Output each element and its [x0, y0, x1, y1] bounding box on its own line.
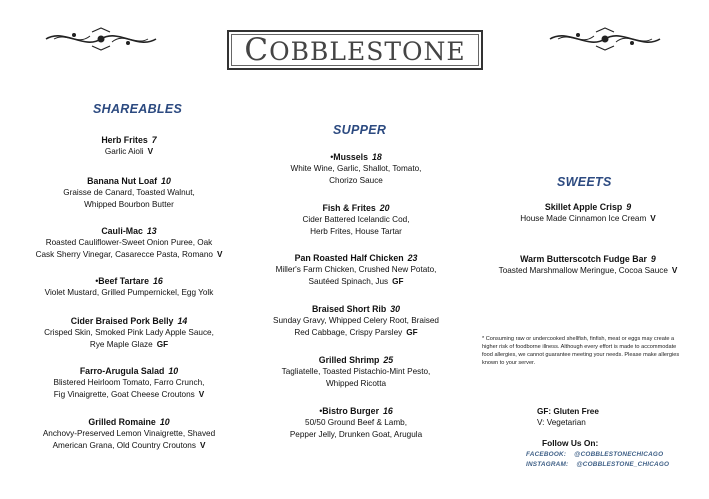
- menu-item-description-text: Whipped Ricotta: [325, 379, 387, 388]
- facebook-link[interactable]: [526, 451, 663, 458]
- menu-item-description: [240, 327, 472, 339]
- dietary-tag: V: [650, 214, 656, 223]
- menu-item: [0, 315, 258, 351]
- follow-us-heading: Follow Us On:: [542, 438, 599, 448]
- menu-item-description-text: Fig Vinaigrette, Goat Cheese Croutons: [53, 390, 195, 399]
- dietary-tag: V: [216, 250, 223, 259]
- menu-item-price: 9: [626, 202, 632, 212]
- menu-item-price: 30: [390, 304, 401, 314]
- menu-item: [0, 134, 258, 158]
- menu-item-name-line: [0, 365, 258, 377]
- menu-item-description-text: Red Cabbage, Crispy Parsley: [294, 328, 403, 337]
- menu-item-price: 20: [379, 203, 390, 213]
- menu-item-description: [470, 265, 706, 277]
- menu-item-description: [0, 339, 258, 351]
- menu-item: [240, 151, 472, 187]
- menu-item: [240, 252, 472, 288]
- menu-item-description: [240, 163, 472, 175]
- menu-item-price: 9: [650, 254, 656, 264]
- menu-item-name: Pan Roasted Half Chicken: [294, 253, 404, 263]
- menu-item: [470, 253, 706, 277]
- menu-item-name: Warm Butterscotch Fudge Bar: [520, 254, 647, 264]
- menu-item-description: [240, 276, 472, 288]
- menu-item-description: [240, 264, 472, 276]
- menu-item-description-text: Whipped Bourbon Butter: [84, 200, 174, 209]
- menu-item-description: [240, 315, 472, 327]
- menu-item: [240, 202, 472, 238]
- menu-item-description: [0, 327, 258, 339]
- legend-vegetarian: V: Vegetarian: [537, 418, 586, 427]
- menu-item: [470, 201, 706, 225]
- menu-item-description-text: Violet Mustard, Grilled Pumpernickel, Egg Yolk: [44, 288, 214, 297]
- menu-item-description: [470, 213, 706, 225]
- menu-item-name-line: [0, 416, 258, 428]
- menu-item-description-text: Graisse de Canard, Toasted Walnut,: [63, 188, 195, 197]
- menu-item: [0, 175, 258, 211]
- menu-item-description: [0, 389, 258, 401]
- menu-item-price: 23: [407, 253, 418, 263]
- menu-item-description: [240, 366, 472, 378]
- menu-item-description-text: Blistered Heirloom Tomato, Farro Crunch,: [53, 378, 205, 387]
- menu-item-description-text: Cider Battered Icelandic Cod,: [302, 215, 410, 224]
- menu-item-description-text: American Grana, Old Country Croutons: [52, 441, 196, 450]
- menu-item: [0, 225, 258, 261]
- menu-item-name-line: [470, 201, 706, 213]
- logo-text: [244, 32, 465, 68]
- menu-item-name-line: [240, 151, 472, 163]
- menu-item-description-text: House Made Cinnamon Ice Cream: [520, 214, 647, 223]
- menu-item-name-line: [240, 252, 472, 264]
- facebook-handle[interactable]: @COBBLESTONECHICAGO: [574, 451, 664, 458]
- menu-item-description-text: Garlic Aioli: [104, 147, 144, 156]
- menu-item-description-text: White Wine, Garlic, Shallot, Tomato,: [290, 164, 422, 173]
- menu-item-name: Banana Nut Loaf: [87, 176, 158, 186]
- menu-item-description-text: Roasted Cauliflower-Sweet Onion Puree, Oak: [45, 238, 213, 247]
- menu-item: [240, 354, 472, 390]
- menu-item-name-line: [470, 253, 706, 265]
- menu-item: [240, 405, 472, 441]
- logo-initial: C: [244, 32, 270, 68]
- left-flourish-ornament: [44, 26, 158, 52]
- menu-item-name: Farro-Arugula Salad: [79, 366, 165, 376]
- raw-item-marker: •: [95, 276, 99, 286]
- menu-item-description-text: Toasted Marshmallow Meringue, Cocoa Sauce: [498, 266, 668, 275]
- menu-item-description: [240, 226, 472, 238]
- menu-item: [0, 275, 258, 299]
- menu-item-description-text: Crisped Skin, Smoked Pink Lady Apple Sauce,: [44, 328, 214, 337]
- menu-item-description-text: Herb Frites, House Tartar: [310, 227, 402, 236]
- menu-item-description: [0, 237, 258, 249]
- menu-item-description: [0, 287, 258, 299]
- dietary-tag: GF: [156, 340, 169, 349]
- dietary-tag: GF: [406, 328, 418, 337]
- menu-item-price: 16: [152, 276, 163, 286]
- menu-item-description-text: Rye Maple Glaze: [89, 340, 153, 349]
- menu-item-description: [0, 187, 258, 199]
- menu-item-name-line: [240, 354, 472, 366]
- menu-item-description-text: Sunday Gravy, Whipped Celery Root, Braised: [273, 316, 439, 325]
- menu-item-description-text: Chorizo Sauce: [329, 176, 383, 185]
- legend-gluten-free: GF: Gluten Free: [537, 407, 599, 416]
- menu-item-name-line: [0, 225, 258, 237]
- instagram-link[interactable]: [526, 461, 669, 468]
- menu-item-description-text: Anchovy-Preserved Lemon Vinaigrette, Shaved: [42, 429, 216, 438]
- menu-item-description-text: 50/50 Ground Beef & Lamb,: [305, 418, 407, 427]
- menu-item-price: 10: [168, 366, 179, 376]
- logo-rest: OBBLESTONE: [269, 37, 466, 66]
- shareables-title: SHAREABLES: [93, 102, 183, 116]
- menu-item-name-line: [0, 134, 258, 146]
- menu-item-name: Grilled Romaine: [88, 417, 156, 427]
- menu-item-name-line: [0, 275, 258, 287]
- menu-item-name: Grilled Shrimp: [318, 355, 380, 365]
- raw-item-marker: •: [330, 152, 334, 162]
- menu-item-description: [0, 440, 258, 452]
- menu-item-description: [0, 377, 258, 389]
- menu-item: [0, 365, 258, 401]
- menu-item-description: [0, 249, 258, 261]
- menu-item-description: [240, 417, 472, 429]
- sweets-title: SWEETS: [557, 175, 612, 189]
- menu-item-price: 10: [159, 417, 170, 427]
- menu-item: [0, 416, 258, 452]
- logo-box: [227, 30, 483, 70]
- allergy-disclaimer: * Consuming raw or undercooked shellfish, finfish, meat or eggs may create a higher risk of foodborne illness. Although every effort is made to accommodate food allergies, we cannot guarantee meeting your needs. Please make allergies known to your server.: [482, 336, 680, 366]
- menu-item-name: Beef Tartare: [98, 276, 149, 286]
- menu-item-name: Cider Braised Pork Belly: [70, 316, 174, 326]
- menu-item-name-line: [0, 175, 258, 187]
- dietary-tag: V: [147, 147, 154, 156]
- menu-item-price: 14: [177, 316, 188, 326]
- menu-item-name: Mussels: [333, 152, 368, 162]
- menu-item-name: Braised Short Rib: [311, 304, 387, 314]
- menu-item-description: [0, 428, 258, 440]
- menu-item-description: [240, 429, 472, 441]
- instagram-label: INSTAGRAM:: [526, 461, 569, 468]
- menu-item-description-text: Miller's Farm Chicken, Crushed New Potato,: [275, 265, 437, 274]
- menu-item-price: 16: [383, 406, 393, 416]
- menu-item-name-line: [240, 405, 472, 417]
- dietary-tag: V: [198, 390, 205, 399]
- instagram-handle[interactable]: @COBBLESTONE_CHICAGO: [576, 461, 670, 468]
- menu-item-name: Fish & Frites: [322, 203, 376, 213]
- right-flourish-ornament: [548, 26, 662, 52]
- menu-item-description-text: Sautéed Spinach, Jus: [308, 277, 389, 286]
- menu-item-description: [240, 175, 472, 187]
- menu-item-price: 13: [146, 226, 157, 236]
- menu-item-name-line: [240, 202, 472, 214]
- menu-item-description-text: Pepper Jelly, Drunken Goat, Arugula: [289, 430, 423, 439]
- facebook-label: FACEBOOK:: [526, 451, 567, 458]
- supper-title: SUPPER: [333, 123, 387, 137]
- menu-item-description-text: Tagliatelle, Toasted Pistachio-Mint Pesto,: [281, 367, 431, 376]
- menu-item-description: [0, 146, 258, 158]
- dietary-tag: V: [199, 441, 206, 450]
- menu-item-price: 10: [161, 176, 171, 186]
- menu-item-name-line: [240, 303, 472, 315]
- raw-item-marker: •: [319, 406, 323, 416]
- dietary-tag: V: [671, 266, 678, 275]
- menu-item-name: Bistro Burger: [322, 406, 379, 416]
- menu-item-description-text: Cask Sherry Vinegar, Casarecce Pasta, Romano: [35, 250, 213, 259]
- menu-item-description: [240, 214, 472, 226]
- menu-item: [240, 303, 472, 339]
- menu-item-name: Herb Frites: [101, 135, 148, 145]
- menu-item-name-line: [0, 315, 258, 327]
- menu-item-price: 7: [151, 135, 157, 145]
- menu-item-price: 18: [372, 152, 382, 162]
- menu-item-price: 25: [383, 355, 394, 365]
- menu-item-description: [240, 378, 472, 390]
- menu-item-description: [0, 199, 258, 211]
- dietary-legend: [537, 406, 599, 428]
- menu-item-name: Skillet Apple Crisp: [544, 202, 623, 212]
- dietary-tag: GF: [392, 277, 404, 286]
- menu-item-name: Cauli-Mac: [101, 226, 143, 236]
